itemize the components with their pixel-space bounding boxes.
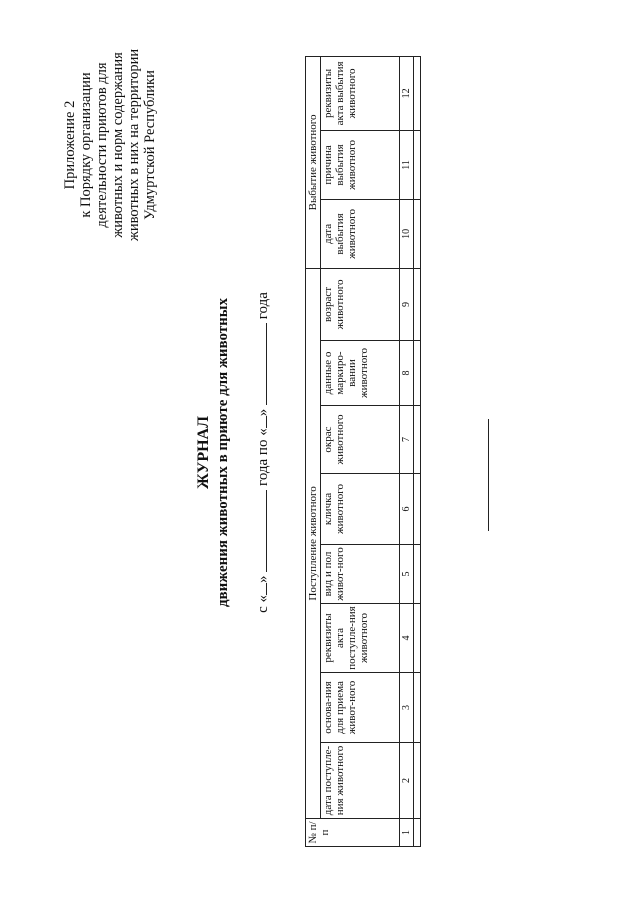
- journal-subtitle: движения животных в приюте для животных: [215, 297, 231, 608]
- header-columns-row: [321, 56, 400, 846]
- journal-title: ЖУРНАЛ: [195, 415, 212, 490]
- journal-table: [305, 56, 421, 847]
- period-line: [254, 0, 272, 905]
- period-quote-close-2: »: [255, 408, 271, 417]
- group-header-receipt: Поступление животного: [306, 268, 321, 818]
- column-number: 9: [400, 268, 414, 340]
- col-header-receipt-act: реквизиты акта поступле-ния животного: [321, 604, 400, 673]
- col-header-marking: данные о маркиро-вании животного: [321, 341, 400, 406]
- column-number: 1: [400, 819, 414, 847]
- signature-line: [488, 419, 489, 531]
- column-numbers-row: [400, 56, 414, 846]
- empty-cell: [414, 341, 421, 406]
- col-header-departure-act: реквизиты акта выбытия животного: [321, 56, 400, 130]
- appendix-line: Удмуртской Республики: [142, 70, 158, 220]
- empty-cell: [414, 474, 421, 545]
- empty-cell: [414, 56, 421, 130]
- month-from-blank: [254, 490, 267, 572]
- column-number: 2: [400, 743, 414, 819]
- empty-cell: [414, 743, 421, 819]
- empty-cell: [414, 673, 421, 743]
- appendix-line: животных в них на территории: [126, 48, 142, 242]
- col-header-color: окрас животного: [321, 406, 400, 474]
- col-header-species-sex: вид и пол живот-ного: [321, 545, 400, 604]
- column-number: 12: [400, 56, 414, 130]
- col-header-receipt-date: дата поступле-ния животного: [321, 743, 400, 819]
- period-quote-close: »: [255, 575, 271, 583]
- column-number: 3: [400, 673, 414, 743]
- group-header-departure: Выбытие животного: [306, 56, 321, 268]
- col-header-departure-date: дата выбытия животного: [321, 199, 400, 268]
- header-group-row: [306, 56, 321, 846]
- appendix-line: к Порядку организации: [78, 72, 94, 218]
- empty-cell: [414, 199, 421, 268]
- column-number: 6: [400, 474, 414, 545]
- period-year-to: года по «: [255, 428, 271, 486]
- empty-cell: [414, 604, 421, 673]
- column-number: 11: [400, 130, 414, 199]
- appendix-line: животных и норм содержания: [110, 52, 126, 238]
- day-from-blank: [254, 583, 267, 595]
- column-number: 10: [400, 199, 414, 268]
- appendix-line: Приложение 2: [62, 100, 78, 190]
- period-from-prefix: с «: [255, 594, 271, 613]
- empty-cell: [414, 130, 421, 199]
- day-to-blank: [254, 416, 267, 428]
- column-number: 4: [400, 604, 414, 673]
- appendix-note: [62, 25, 158, 265]
- col-header-departure-reason: причина выбытия животного: [321, 130, 400, 199]
- column-number: 8: [400, 341, 414, 406]
- empty-cell: [414, 819, 421, 847]
- col-header-admission-grounds: основа-ния для приема живот-ного: [321, 673, 400, 743]
- empty-cell: [414, 545, 421, 604]
- col-header-nickname: кличка животного: [321, 474, 400, 545]
- appendix-line: деятельности приютов для: [94, 62, 110, 228]
- empty-cell: [414, 406, 421, 474]
- period-year-end: года: [255, 292, 271, 320]
- column-number: 7: [400, 406, 414, 474]
- empty-cell: [414, 268, 421, 340]
- month-to-blank: [254, 323, 267, 405]
- column-number: 5: [400, 545, 414, 604]
- col-header-number: № п/п: [306, 819, 400, 847]
- empty-data-row: [414, 56, 421, 846]
- col-header-age: возраст животного: [321, 268, 400, 340]
